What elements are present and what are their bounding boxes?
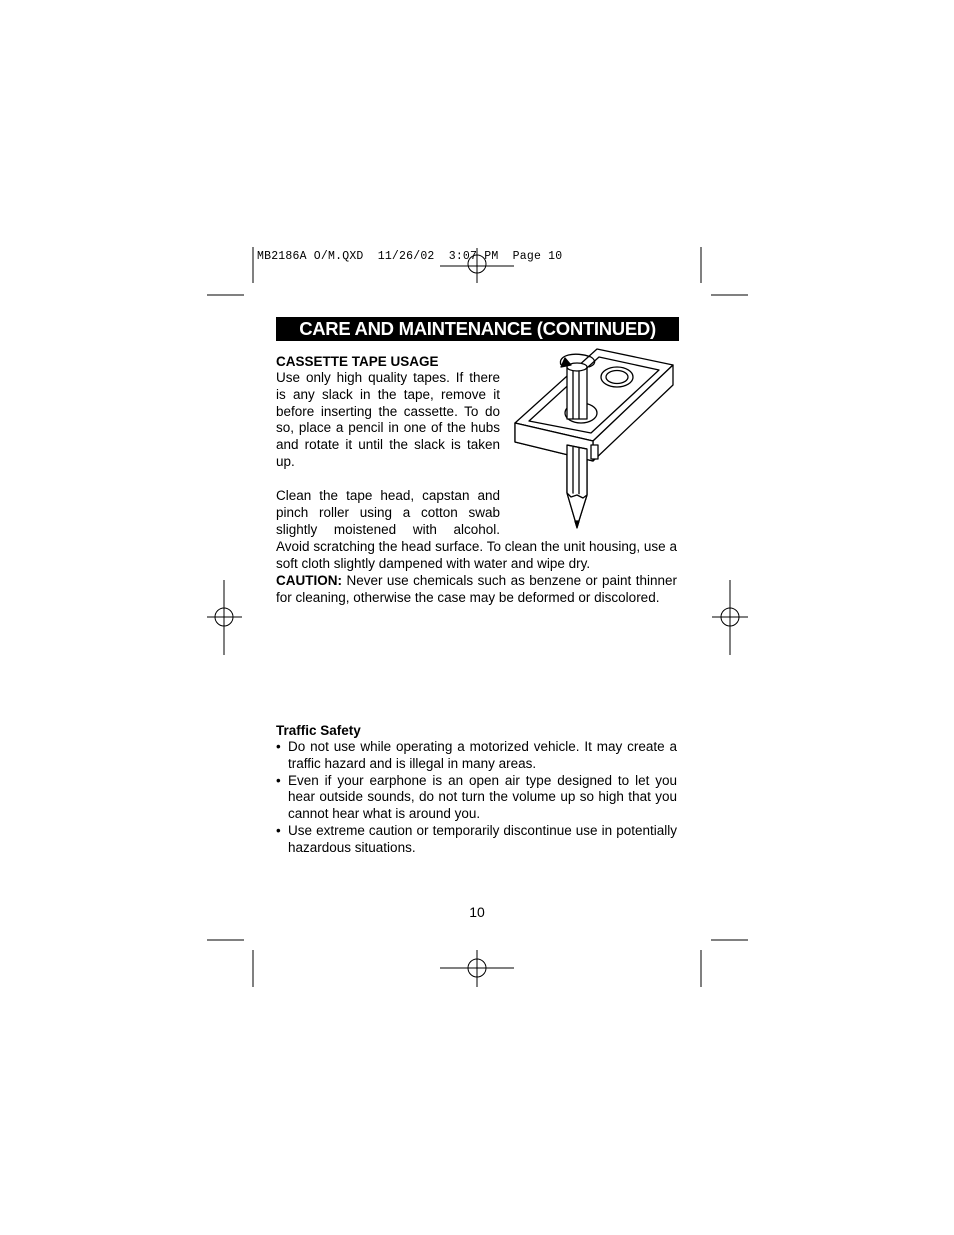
cassette-paragraph-3: Avoid scratching the head surface. To clean the unit housing, use a soft cloth slightly dampened with water and wipe dry. xyxy=(276,539,677,571)
caution-text: Never use chemicals such as benzene or paint thinner for cleaning, otherwise the case may be deformed or discolored. xyxy=(276,573,677,605)
list-item: • Even if your earphone is an open air type designed to let you hear outside sounds, do not turn the volume up so high that you cannot hear what is around you. xyxy=(276,772,677,822)
section-banner: CARE AND MAINTENANCE (CONTINUED) xyxy=(276,317,679,341)
caution-paragraph xyxy=(276,573,677,607)
traffic-heading: Traffic Safety xyxy=(276,723,361,738)
page-number: 10 xyxy=(469,904,485,920)
list-item: • Use extreme caution or temporarily discontinue use in potentially hazardous situations. xyxy=(276,822,677,855)
traffic-bullet-list xyxy=(276,739,677,857)
list-item: • Do not use while operating a motorized vehicle. It may create a traffic hazard and is illegal in many areas. xyxy=(276,739,677,771)
cassette-heading: CASSETTE TAPE USAGE xyxy=(276,354,439,369)
cassette-pencil-illustration xyxy=(505,345,685,535)
cassette-paragraph-1: Use only high quality tapes. If there is any slack in the tape, remove it before inserting the cassette. To do so, place a pencil in one of the hubs and rotate it until the slack is taken up. xyxy=(276,370,500,469)
cassette-paragraph-2: Clean the tape head, capstan and pinch roller using a cotton swab slightly moistened with alcohol. xyxy=(276,488,500,537)
caution-label: CAUTION: xyxy=(276,573,342,588)
printer-slug: MB2186A O/M.QXD 11/26/02 3:07 PM Page 10 xyxy=(257,250,563,263)
